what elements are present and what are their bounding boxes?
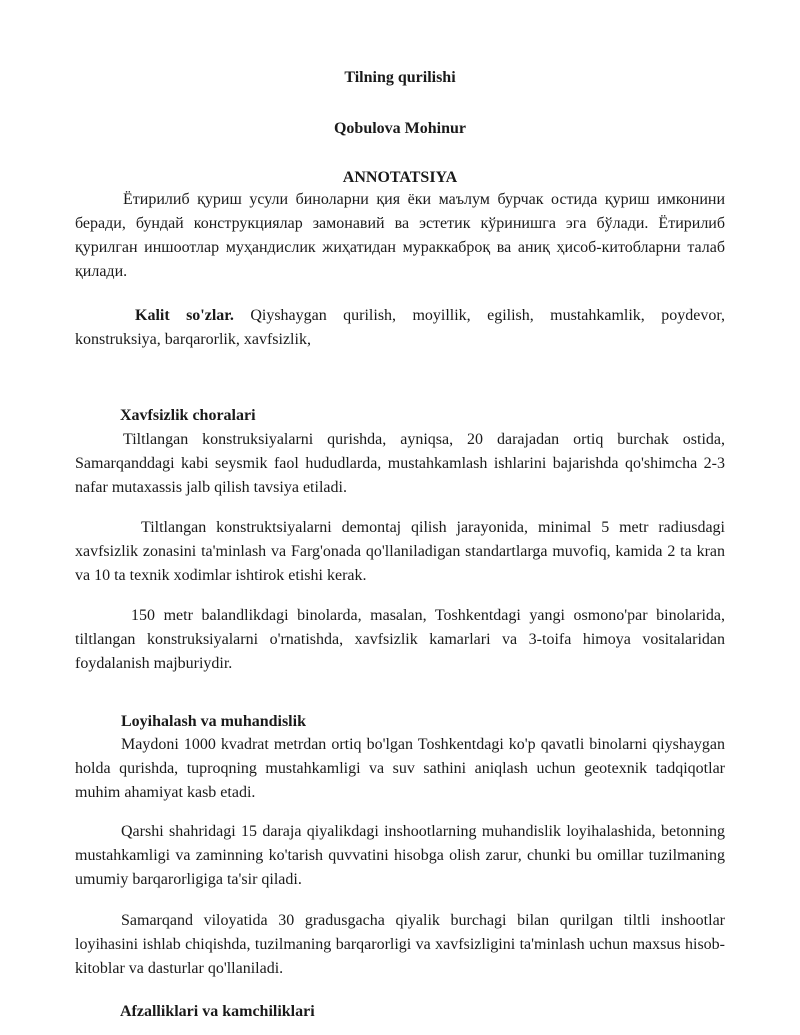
keywords-label: Kalit so'zlar. [135,307,234,324]
design-paragraph-3: Samarqand viloyatida 30 gradusgacha qiyalik burchagi bilan qurilgan tiltli inshootlar loyihasini ishlab chiqishda, tuzilmaning barqarorligi va xavfsizligini ta'minlash uchun maxsus hisob-kitoblar va dasturlar qo'llaniladi. [75,912,725,977]
safety-paragraph-1: Tiltlangan konstruksiyalarni qurishda, ayniqsa, 20 darajadan ortiq burchak ostida, Samarqanddagi kabi seysmik faol hududlarda, mustahkamlash ishlarini bajarishda qo'shimcha 2-3 nafar mutaxassis jalb qilish tavsiya etiladi. [75,431,725,496]
annotation-paragraph: Ётирилиб қуриш усули биноларни қия ёки маълум бурчак остида қуриш имконини беради, бундай конструкциялар замонавий ва эстетик кўринишга эга бўлади. Ётирилиб қурилган иншоотлар муҳандислик жиҳатидан мураккаброқ ва аниқ ҳисоб-китобларни талаб қилади. [75,191,725,280]
author-name: Qobulova Mohinur [333,120,467,137]
design-paragraph-2: Qarshi shahridagi 15 daraja qiyalikdagi inshootlarning muhandislik loyihalashida, betonning mustahkamligi va zaminning ko'tarish quvvatini hisobga olish zarur, chunki bu omillar tuzilmaning umumiy barqarorligiga ta'sir qiladi. [75,823,725,888]
section-heading-design: Loyihalash va muhandislik [121,713,306,730]
document-title: Tilning qurilishi [344,69,456,86]
annotation-heading: ANNOTATSIYA [342,169,458,186]
safety-paragraph-2: Tiltlangan konstruktsiyalarni demontaj qilish jarayonida, minimal 5 metr radiusdagi xavfsizlik zonasini ta'minlash va Farg'onada qo'llaniladigan standartlarga muvofiq, kamida 2 ta kran va 10 ta texnik xodimlar ishtirok etishi kerak. [75,519,725,584]
keywords-paragraph [75,304,725,352]
keywords-text: Qiyshaygan qurilish, moyillik, egilish, mustahkamlik, poydevor, konstruksiya, barqarorlik, xavfsizlik, [75,307,726,348]
section-heading-safety: Xavfsizlik choralari [120,407,256,424]
section-heading-pros-cons: Afzalliklari va kamchiliklari [120,1003,315,1020]
design-paragraph-1: Maydoni 1000 kvadrat metrdan ortiq bo'lgan Toshkentdagi ko'p qavatli binolarni qiyshaygan holda qurishda, tuproqning mustahkamligi va suv sathini aniqlash uchun geotexnik tadqiqotlar muhim ahamiyat kasb etadi. [75,736,725,801]
safety-paragraph-3: 150 metr balandlikdagi binolarda, masalan, Toshkentdagi yangi osmono'par binolarida, tiltlangan konstruksiyalarni o'rnatishda, xavfsizlik kamarlari va 3-toifa himoya vositalaridan foydalanish majburiydir. [75,607,725,672]
